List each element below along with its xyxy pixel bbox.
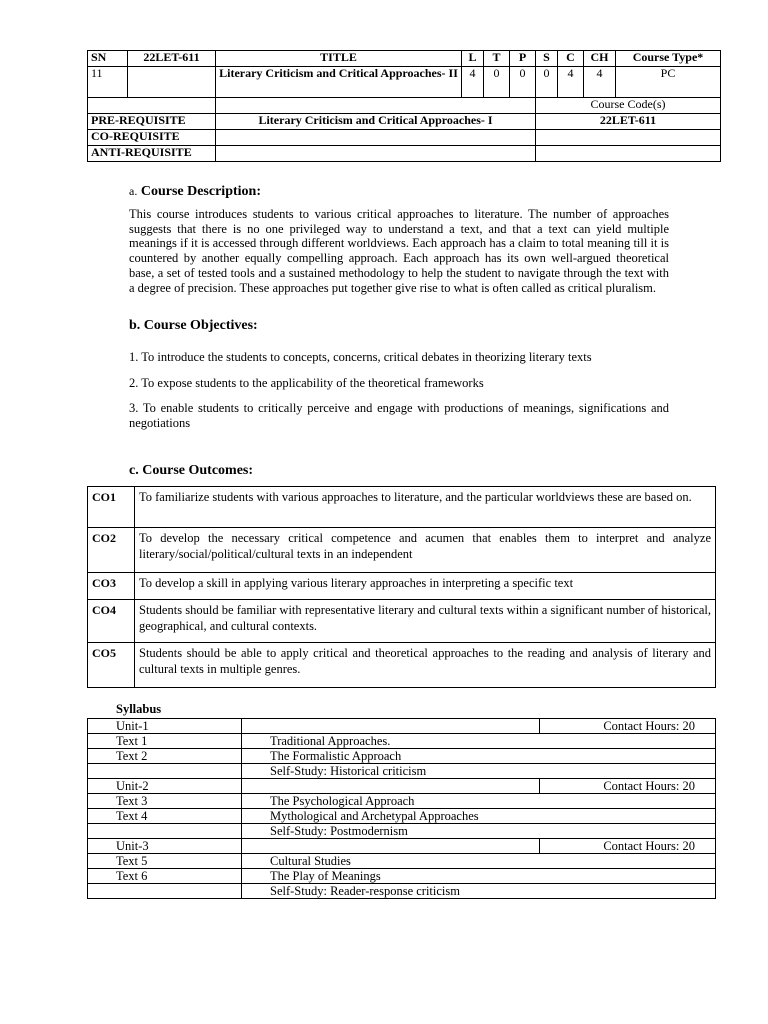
syllabus-table: [87, 718, 716, 899]
course-type-value: PC: [616, 67, 721, 98]
outcomes-table: [87, 486, 716, 688]
unit-row: [88, 719, 716, 734]
course-header-table: [87, 50, 721, 162]
contact-hours: Contact Hours: 20: [540, 779, 716, 794]
self-study: Self-Study: Postmodernism: [242, 824, 716, 839]
title-label: TITLE: [216, 51, 462, 67]
contact-hours: Contact Hours: 20: [540, 719, 716, 734]
self-study: Self-Study: Reader-response criticism: [242, 884, 716, 899]
coreq-label: CO-REQUISITE: [88, 130, 216, 146]
unit-label: Unit-3: [88, 839, 242, 854]
text-row: [88, 854, 716, 869]
unit-row: [88, 839, 716, 854]
outcome-row: [88, 528, 716, 573]
text-title: Traditional Approaches.: [242, 734, 716, 749]
outcome-row: [88, 573, 716, 600]
prereq-code: 22LET-611: [536, 114, 721, 130]
course-code-label: 22LET-611: [128, 51, 216, 67]
p-label: P: [510, 51, 536, 67]
p-value: 0: [510, 67, 536, 98]
outcome-id: CO1: [88, 487, 135, 528]
c-value: 4: [558, 67, 584, 98]
outcome-text: To develop the necessary critical competence and acumen that enables them to interpret and analyze literary/social/political/cultural texts in an independent: [135, 528, 716, 573]
coreq-row: [88, 130, 721, 146]
outcome-id: CO3: [88, 573, 135, 600]
text-row: [88, 794, 716, 809]
self-study-row: [88, 824, 716, 839]
objective-item-2: 2. To expose students to the applicability of the theoretical frameworks: [129, 376, 484, 390]
prereq-label: PRE-REQUISITE: [88, 114, 216, 130]
l-value: 4: [462, 67, 484, 98]
antireq-label: ANTI-REQUISITE: [88, 146, 216, 162]
s-label: S: [536, 51, 558, 67]
text-title: Mythological and Archetypal Approaches: [242, 809, 716, 824]
text-row: [88, 749, 716, 764]
text-title: The Play of Meanings: [242, 869, 716, 884]
outcome-text: Students should be able to apply critical and theoretical approaches to the reading and analysis of literary and cultural texts in multiple genres.: [135, 643, 716, 688]
outcome-text: Students should be familiar with representative literary and cultural texts within a significant number of historical, geographical, and cultural contexts.: [135, 600, 716, 643]
description-letter: a.: [129, 184, 138, 198]
outcome-row: [88, 600, 716, 643]
unit-label: Unit-2: [88, 779, 242, 794]
contact-hours: Contact Hours: 20: [540, 839, 716, 854]
objectives-heading: b. Course Objectives:: [129, 318, 258, 333]
t-value: 0: [484, 67, 510, 98]
unit-row: [88, 779, 716, 794]
self-study-row: [88, 764, 716, 779]
outcome-id: CO5: [88, 643, 135, 688]
text-label: Text 3: [88, 794, 242, 809]
c-label: C: [558, 51, 584, 67]
ch-label: CH: [584, 51, 616, 67]
s-value: 0: [536, 67, 558, 98]
outcomes-heading: c. Course Outcomes:: [129, 463, 254, 478]
outcome-id: CO2: [88, 528, 135, 573]
text-title: The Formalistic Approach: [242, 749, 716, 764]
sn-value: 11: [88, 67, 128, 98]
course-type-label: Course Type*: [616, 51, 721, 67]
syllabus-title: Syllabus: [116, 702, 162, 716]
sn-label: SN: [88, 51, 128, 67]
unit-label: Unit-1: [88, 719, 242, 734]
text-title: Cultural Studies: [242, 854, 716, 869]
objective-item-1: 1. To introduce the students to concepts, concerns, critical debates in theorizing literary texts: [129, 350, 592, 364]
text-label: Text 5: [88, 854, 242, 869]
text-label: Text 1: [88, 734, 242, 749]
text-label: Text 2: [88, 749, 242, 764]
header-labels-row: [88, 51, 721, 67]
outcome-row: [88, 643, 716, 688]
text-label: Text 4: [88, 809, 242, 824]
ch-value: 4: [584, 67, 616, 98]
text-row: [88, 809, 716, 824]
course-code-value: [128, 67, 216, 98]
outcome-id: CO4: [88, 600, 135, 643]
course-codes-label: Course Code(s): [536, 98, 721, 114]
text-label: Text 6: [88, 869, 242, 884]
antireq-row: [88, 146, 721, 162]
prereq-title: Literary Criticism and Critical Approaches- I: [216, 114, 536, 130]
text-row: [88, 734, 716, 749]
description-text: This course introduces students to various critical approaches to literature. The number of approaches suggests that there is no one privileged way to understand a text, and that a text can yield multiple meanings if it is accessed through different worldviews. Each approach has a claim to total meaning till it is countered by another equally compelling approach. Each approach has its own well-argued theoretical base, a set of tested tools and a sustained methodology to help the student to navigate through the text with a degree of precision. These approaches put together give rise to what is often called as critical pluralism.: [129, 207, 669, 295]
text-row: [88, 869, 716, 884]
prereq-row: [88, 114, 721, 130]
course-codes-row: [88, 98, 721, 114]
objective-item-3: 3. To enable students to critically perceive and engage with productions of meanings, significations and negotiations: [129, 401, 669, 430]
header-values-row: [88, 67, 721, 98]
outcome-text: To familiarize students with various approaches to literature, and the particular worldviews these are based on.: [135, 487, 716, 528]
outcome-row: [88, 487, 716, 528]
l-label: L: [462, 51, 484, 67]
t-label: T: [484, 51, 510, 67]
course-title-value: Literary Criticism and Critical Approaches- II: [216, 67, 462, 98]
text-title: The Psychological Approach: [242, 794, 716, 809]
description-heading: [129, 184, 261, 200]
description-heading-text: Course Description:: [140, 184, 261, 199]
self-study-row: [88, 884, 716, 899]
self-study: Self-Study: Historical criticism: [242, 764, 716, 779]
outcome-text: To develop a skill in applying various literary approaches in interpreting a specific text: [135, 573, 716, 600]
